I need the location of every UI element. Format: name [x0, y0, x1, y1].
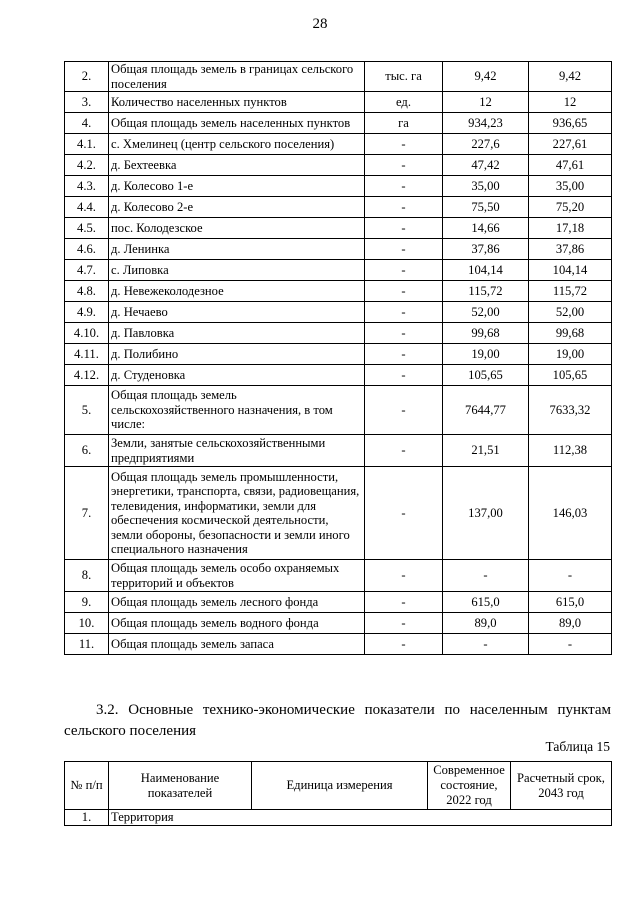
row-value-current: 89,0: [443, 613, 529, 634]
row-num: 4.9.: [65, 302, 109, 323]
table-row: [65, 134, 612, 155]
row-value-forecast: 89,0: [529, 613, 612, 634]
row-unit: -: [365, 134, 443, 155]
row-name: д. Павловка: [109, 323, 365, 344]
row-unit: -: [365, 302, 443, 323]
row-value-current: 75,50: [443, 197, 529, 218]
section-heading: 3.2. Основные технико-экономические показатели по населенным пунктам сельского поселения: [64, 702, 611, 739]
row-unit: ед.: [365, 92, 443, 113]
row-name: д. Бехтеевка: [109, 155, 365, 176]
row-value-forecast: 227,61: [529, 134, 612, 155]
row-num: 8.: [65, 560, 109, 592]
row-value-current: 47,42: [443, 155, 529, 176]
table-row: [65, 613, 612, 634]
row-num: 3.: [65, 92, 109, 113]
row-unit: -: [365, 323, 443, 344]
settlement-indicators-table: [64, 761, 612, 826]
table-row: [65, 239, 612, 260]
row-value-forecast: 104,14: [529, 260, 612, 281]
row-value-forecast: 17,18: [529, 218, 612, 239]
row-unit: -: [365, 218, 443, 239]
row-num: 4.5.: [65, 218, 109, 239]
row-num: 4.7.: [65, 260, 109, 281]
row-name: Общая площадь земель запаса: [109, 634, 365, 655]
row-value-current: 7644,77: [443, 386, 529, 435]
table-row: [65, 467, 612, 560]
row-value-current: 934,23: [443, 113, 529, 134]
row-value-forecast: 35,00: [529, 176, 612, 197]
row-name: д. Студеновка: [109, 365, 365, 386]
table-row: [65, 260, 612, 281]
row-unit: -: [365, 435, 443, 467]
row-value-current: 12: [443, 92, 529, 113]
row-value-current: 115,72: [443, 281, 529, 302]
row-unit: -: [365, 386, 443, 435]
row-value-current: 52,00: [443, 302, 529, 323]
row-name: Территория: [109, 810, 612, 826]
table-row: [65, 560, 612, 592]
table-row: [65, 435, 612, 467]
row-name: Общая площадь земель в границах сельского поселения: [109, 62, 365, 92]
row-num: 5.: [65, 386, 109, 435]
row-num: 2.: [65, 62, 109, 92]
table-row: [65, 281, 612, 302]
row-unit: -: [365, 197, 443, 218]
row-name: д. Невежеколодезное: [109, 281, 365, 302]
row-unit: -: [365, 176, 443, 197]
row-name: Общая площадь земель промышленности, энергетики, транспорта, связи, радиовещания, телевидения, информатики, земли для обеспечения космической деятельности, земли обороны, безопасности и земли иного специального назначения: [109, 467, 365, 560]
table-row: [65, 634, 612, 655]
row-unit: -: [365, 155, 443, 176]
row-name: д. Полибино: [109, 344, 365, 365]
row-name: Общая площадь земель населенных пунктов: [109, 113, 365, 134]
row-num: 4.8.: [65, 281, 109, 302]
row-value-forecast: 75,20: [529, 197, 612, 218]
row-num: 4.10.: [65, 323, 109, 344]
row-value-forecast: -: [529, 560, 612, 592]
row-num: 4.11.: [65, 344, 109, 365]
header-current: Современное состояние, 2022 год: [428, 762, 511, 810]
table-label: Таблица 15: [545, 739, 610, 754]
row-unit: -: [365, 365, 443, 386]
row-value-forecast: 115,72: [529, 281, 612, 302]
row-num: 4.: [65, 113, 109, 134]
row-value-forecast: 105,65: [529, 365, 612, 386]
row-unit: -: [365, 613, 443, 634]
row-value-forecast: 112,38: [529, 435, 612, 467]
row-unit: га: [365, 113, 443, 134]
row-unit: -: [365, 281, 443, 302]
table-row: [65, 365, 612, 386]
header-unit: Единица измерения: [252, 762, 428, 810]
row-num: 4.4.: [65, 197, 109, 218]
row-value-forecast: 99,68: [529, 323, 612, 344]
row-value-current: 9,42: [443, 62, 529, 92]
row-num: 4.3.: [65, 176, 109, 197]
row-value-forecast: 37,86: [529, 239, 612, 260]
table-row: [65, 592, 612, 613]
table-row: [65, 810, 612, 826]
row-name: Общая площадь земель лесного фонда: [109, 592, 365, 613]
row-name: д. Ленинка: [109, 239, 365, 260]
row-unit: -: [365, 344, 443, 365]
row-value-current: 35,00: [443, 176, 529, 197]
row-num: 9.: [65, 592, 109, 613]
row-num: 4.2.: [65, 155, 109, 176]
row-num: 6.: [65, 435, 109, 467]
row-num: 7.: [65, 467, 109, 560]
row-name: Количество населенных пунктов: [109, 92, 365, 113]
row-value-current: 615,0: [443, 592, 529, 613]
header-num: № п/п: [65, 762, 109, 810]
row-value-current: 99,68: [443, 323, 529, 344]
row-num: 4.6.: [65, 239, 109, 260]
row-name: с. Хмелинец (центр сельского поселения): [109, 134, 365, 155]
row-value-forecast: 12: [529, 92, 612, 113]
row-value-current: -: [443, 560, 529, 592]
table-row: [65, 344, 612, 365]
row-unit: тыс. га: [365, 62, 443, 92]
row-num: 4.12.: [65, 365, 109, 386]
row-value-forecast: 52,00: [529, 302, 612, 323]
table-row: [65, 62, 612, 92]
row-name: д. Колесово 1-е: [109, 176, 365, 197]
row-value-current: 137,00: [443, 467, 529, 560]
row-unit: -: [365, 260, 443, 281]
row-value-current: -: [443, 634, 529, 655]
table-row: [65, 323, 612, 344]
row-name: д. Колесово 2-е: [109, 197, 365, 218]
land-area-table-body: [65, 62, 612, 655]
table-row: [65, 197, 612, 218]
row-num: 11.: [65, 634, 109, 655]
table-row: [65, 155, 612, 176]
header-forecast: Расчетный срок, 2043 год: [511, 762, 612, 810]
row-unit: -: [365, 467, 443, 560]
row-value-forecast: 146,03: [529, 467, 612, 560]
row-value-forecast: 615,0: [529, 592, 612, 613]
row-value-current: 21,51: [443, 435, 529, 467]
row-value-current: 14,66: [443, 218, 529, 239]
row-value-forecast: 9,42: [529, 62, 612, 92]
row-num: 1.: [65, 810, 109, 826]
row-name: Общая площадь земель водного фонда: [109, 613, 365, 634]
row-value-current: 227,6: [443, 134, 529, 155]
page-number: 28: [312, 16, 328, 32]
row-value-forecast: 936,65: [529, 113, 612, 134]
row-unit: -: [365, 592, 443, 613]
table-header-row: [65, 762, 612, 810]
row-unit: -: [365, 634, 443, 655]
row-name: Общая площадь земель особо охраняемых территорий и объектов: [109, 560, 365, 592]
table-row: [65, 113, 612, 134]
row-value-current: 19,00: [443, 344, 529, 365]
row-unit: -: [365, 560, 443, 592]
row-value-current: 37,86: [443, 239, 529, 260]
table-row: [65, 302, 612, 323]
table-row: [65, 176, 612, 197]
row-name: Общая площадь земель сельскохозяйственного назначения, в том числе:: [109, 386, 365, 435]
row-value-current: 104,14: [443, 260, 529, 281]
header-name: Наименование показателей: [109, 762, 252, 810]
row-unit: -: [365, 239, 443, 260]
row-value-forecast: 47,61: [529, 155, 612, 176]
land-area-table: [64, 61, 612, 655]
row-num: 4.1.: [65, 134, 109, 155]
row-value-current: 105,65: [443, 365, 529, 386]
row-name: с. Липовка: [109, 260, 365, 281]
row-num: 10.: [65, 613, 109, 634]
row-name: Земли, занятые сельскохозяйственными предприятиями: [109, 435, 365, 467]
row-value-forecast: 7633,32: [529, 386, 612, 435]
row-value-forecast: 19,00: [529, 344, 612, 365]
table-row: [65, 92, 612, 113]
table-row: [65, 218, 612, 239]
row-value-forecast: -: [529, 634, 612, 655]
row-name: д. Нечаево: [109, 302, 365, 323]
table-row: [65, 386, 612, 435]
row-name: пос. Колодезское: [109, 218, 365, 239]
